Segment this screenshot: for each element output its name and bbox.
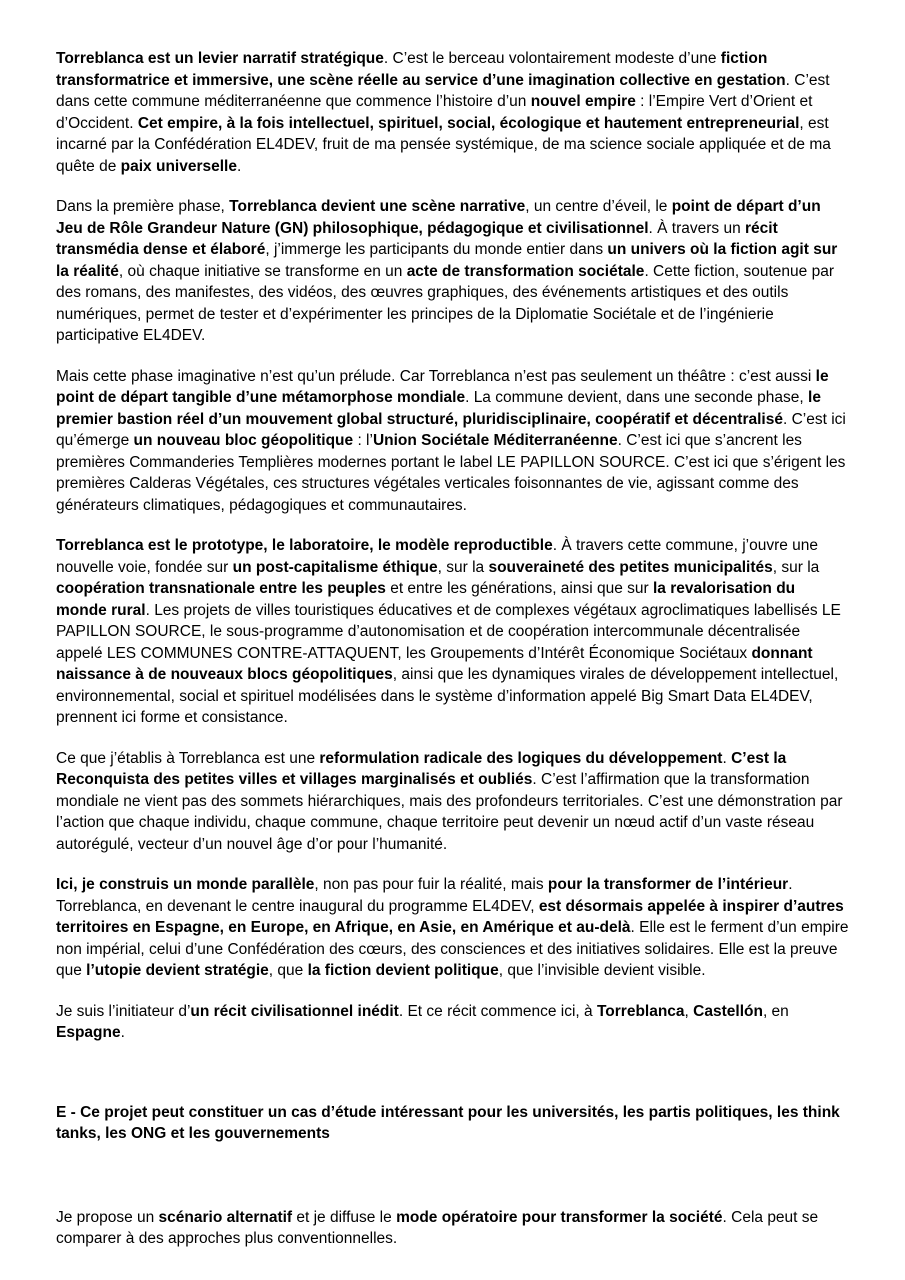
text-run: . C’est ici qu’émerge (56, 410, 846, 449)
bold-text-run: Torreblanca devient une scène narrative (229, 198, 526, 215)
text-run: . C’est dans cette commune méditerranéenne que commence l’histoire d’un (56, 71, 830, 110)
bold-text-run: Ici, je construis un monde parallèle (56, 876, 315, 893)
text-run: . À travers cette commune, j’ouvre une nouvelle voie, fondée sur (56, 537, 819, 576)
text-run: , (684, 1002, 694, 1020)
text-run: . Les projets de villes touristiques éducatives et de complexes végétaux agroclimatiques labellisés LE PAPILLON SOURCE, le sous-programme d’autonomisation et de coopération intercommunale décentralisée appelé LES COMMUNES CONTRE-ATTAQUENT, les Groupements d’Intérêt Économique Sociétaux (56, 601, 841, 662)
bold-text-run: l’utopie devient stratégie (86, 962, 269, 979)
bold-text-run: Torreblanca (596, 1002, 685, 1020)
text-run: , que (268, 962, 308, 979)
bold-text-run: pour la transformer de l’intérieur (547, 876, 789, 893)
bold-text-run: reformulation radicale des logiques du développement (319, 749, 723, 767)
paragraph-prototype (56, 535, 850, 729)
text-run: . Torreblanca, en devenant le centre inaugural du programme EL4DEV, (56, 876, 793, 915)
text-run: , est incarné par la Confédération EL4DEV, fruit de ma pensée systémique, de ma science sociale appliquée et de ma quête de (56, 114, 831, 175)
bold-text-run: souveraineté des petites municipalités (488, 558, 773, 576)
bold-text-run: Union Sociétale Méditerranéenne (372, 432, 618, 449)
paragraph-parallel-world (56, 874, 850, 982)
text-run: . C’est l’affirmation que la transformation mondiale ne vient pas des sommets hiérarchiques, mais des profondeurs territoriales. C’est une démonstration par l’action que chaque individu, chaque commune, chaque territoire peut devenir un nœud actif d’un vaste réseau autorégulé, vecteur d’un nouvel âge d’or pour l’humanité. (56, 771, 843, 853)
section-heading-e (56, 1102, 850, 1145)
text-run: , où chaque initiative se transforme en un (118, 262, 407, 280)
bold-text-run: le point de départ tangible d’une métamorphose mondiale (56, 367, 829, 406)
text-run: . À travers un (648, 219, 746, 237)
bold-text-run: acte de transformation sociétale (406, 262, 645, 280)
text-run: Ce que j’établis à Torreblanca est une (56, 749, 320, 767)
text-run: . Cette fiction, soutenue par des romans, des manifestes, des vidéos, des œuvres graphiques, des événements artistiques et des outils numériques, permet de tester et d’expérimenter les principes de la Diplomatie Sociétale et de l’ingénierie participative EL4DEV. (56, 262, 834, 344)
bold-text-run: paix universelle (120, 157, 237, 175)
bold-text-run: fiction transformatrice et immersive, une scène réelle au service d’une imagination collective en gestation (56, 50, 786, 89)
text-run: . La commune devient, dans une seconde phase, (465, 389, 809, 406)
bold-text-run: est désormais appelée à inspirer d’autres territoires en Espagne, en Europe, en Afrique, en Asie, en Amérique et au-delà (56, 897, 844, 936)
bold-text-run: un univers où la fiction agit sur la réalité (56, 241, 838, 280)
bold-text-run: scénario alternatif (158, 1208, 293, 1226)
text-run: . C’est ici que s’ancrent les premières Commanderies Templières modernes portant le label LE PAPILLON SOURCE. C’est ici que s’érigent les premières Calderas Végétales, ces structures végétales verticales foisonnantes de vie, agissant comme des générateurs climatiques, pédagogiques et communautaires. (56, 432, 846, 514)
text-run: : l’Empire Vert d’Orient et d’Occident. (56, 93, 813, 132)
text-run: et entre les générations, ainsi que sur (385, 580, 653, 597)
paragraph-strategic-lever (56, 48, 850, 177)
bold-text-run: coopération transnationale entre les peuples (56, 580, 386, 597)
bold-text-run: Cet empire, à la fois intellectuel, spirituel, social, écologique et hautement entrepreneurial (137, 114, 800, 132)
text-run: . Cela peut se comparer à des approches plus conventionnelles. (56, 1208, 819, 1247)
bold-text-run: C’est la Reconquista des petites villes et villages marginalisés et oubliés (56, 749, 787, 788)
paragraph-second-phase (56, 366, 850, 517)
text-run: Dans la première phase, (56, 198, 230, 215)
bold-text-run: donnant naissance à de nouveaux blocs géopolitiques (56, 644, 813, 683)
bold-text-run: Torreblanca est le prototype, le laboratoire, le modèle reproductible (56, 537, 553, 554)
text-run: , un centre d’éveil, le (525, 198, 672, 215)
text-run: , que l’invisible devient visible. (498, 962, 706, 979)
bold-text-run: le premier bastion réel d’un mouvement global structuré, pluridisciplinaire, coopératif et décentralisé (56, 389, 821, 428)
text-run: , en (762, 1002, 789, 1020)
bold-text-run: Torreblanca est un levier narratif stratégique (56, 50, 384, 67)
text-run: et je diffuse le (292, 1208, 397, 1226)
bold-text-run: récit transmédia dense et élaboré (56, 219, 778, 258)
bold-text-run: Castellón (693, 1002, 763, 1020)
bold-text-run: E - Ce projet peut constituer un cas d’étude intéressant pour les universités, les partis politiques, les think tanks, les ONG et les gouvernements (56, 1103, 840, 1142)
document-content (56, 48, 850, 1269)
bold-text-run: mode opératoire pour transformer la société (396, 1208, 723, 1226)
bold-text-run: point de départ d’un Jeu de Rôle Grandeur Nature (GN) philosophique, pédagogique et civilisationnel (56, 198, 821, 237)
bold-text-run: Espagne (56, 1024, 121, 1041)
text-run: Je suis l’initiateur d’ (56, 1002, 191, 1020)
bold-text-run: un nouveau bloc géopolitique (133, 432, 354, 449)
text-run: , non pas pour fuir la réalité, mais (314, 876, 548, 893)
paragraph-first-phase (56, 196, 850, 347)
paragraph-reformulation (56, 748, 850, 856)
text-run: : l’ (353, 432, 373, 449)
paragraph-alternative-scenario (56, 1207, 850, 1250)
text-run: , sur la (437, 558, 489, 576)
text-run: . (236, 157, 242, 175)
text-run: . Elle est le ferment d’un empire non impérial, celui d’une Confédération des cœurs, des consciences et des initiatives solidaires. Elle est la preuve que (56, 919, 849, 979)
paragraph-narrator (56, 1001, 850, 1044)
bold-text-run: la fiction devient politique (307, 962, 499, 979)
bold-text-run: un post-capitalisme éthique (232, 558, 438, 576)
text-run: , j’immerge les participants du monde entier dans (265, 241, 608, 258)
text-run: , ainsi que les dynamiques virales de développement intellectuel, environnemental, social et spirituel modélisées dans le système d’information appelé Big Smart Data EL4DEV, prennent ici forme et consistance. (56, 666, 839, 726)
text-run: . Et ce récit commence ici, à (398, 1002, 597, 1020)
text-run: . (120, 1024, 125, 1041)
bold-text-run: nouvel empire (530, 93, 636, 110)
text-run: Mais cette phase imaginative n’est qu’un prélude. Car Torreblanca n’est pas seulement un théâtre : c’est aussi (56, 367, 816, 385)
bold-text-run: un récit civilisationnel inédit (190, 1002, 399, 1020)
text-run: Je propose un (56, 1208, 159, 1226)
text-run: . (722, 749, 732, 767)
text-run: . C’est le berceau volontairement modeste d’une (383, 50, 721, 67)
bold-text-run: la revalorisation du monde rural (56, 580, 796, 619)
text-run: , sur la (772, 558, 820, 576)
